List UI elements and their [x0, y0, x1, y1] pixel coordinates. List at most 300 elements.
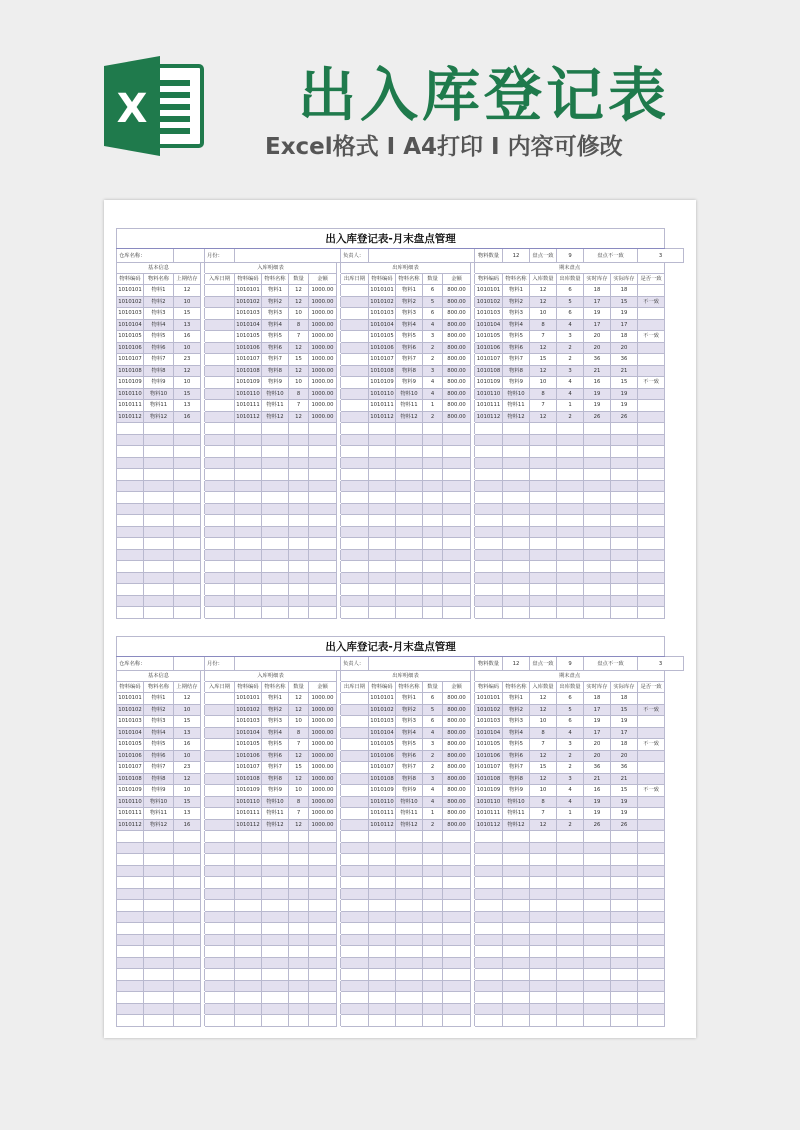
data-cell[interactable]	[341, 785, 369, 797]
data-cell[interactable]: 8	[289, 319, 309, 331]
data-cell[interactable]	[205, 526, 235, 538]
data-cell[interactable]	[309, 423, 337, 435]
data-cell[interactable]	[341, 469, 369, 481]
data-cell[interactable]	[475, 877, 503, 889]
data-cell[interactable]	[205, 1015, 235, 1027]
data-cell[interactable]	[117, 957, 144, 969]
data-cell[interactable]	[503, 423, 530, 435]
data-cell[interactable]	[205, 285, 235, 297]
data-cell[interactable]	[205, 946, 235, 958]
data-cell[interactable]: 1010102	[117, 704, 144, 716]
data-cell[interactable]	[557, 549, 584, 561]
data-cell[interactable]	[584, 900, 611, 912]
data-cell[interactable]: 3	[557, 365, 584, 377]
data-cell[interactable]: 物料1	[144, 693, 174, 705]
data-cell[interactable]: 物料7	[262, 354, 289, 366]
data-cell[interactable]	[262, 457, 289, 469]
data-cell[interactable]	[584, 842, 611, 854]
data-cell[interactable]: 物料2	[144, 296, 174, 308]
data-cell[interactable]	[369, 934, 396, 946]
data-cell[interactable]: 12	[530, 819, 557, 831]
data-cell[interactable]	[289, 503, 309, 515]
data-cell[interactable]	[341, 739, 369, 751]
data-cell[interactable]	[557, 1015, 584, 1027]
data-cell[interactable]	[144, 946, 174, 958]
data-cell[interactable]	[530, 584, 557, 596]
data-cell[interactable]: 26	[611, 411, 638, 423]
data-cell[interactable]	[341, 831, 369, 843]
data-cell[interactable]	[443, 911, 471, 923]
data-cell[interactable]	[423, 923, 443, 935]
data-cell[interactable]	[262, 469, 289, 481]
data-cell[interactable]: 物料2	[396, 296, 423, 308]
data-cell[interactable]	[443, 900, 471, 912]
data-cell[interactable]	[443, 980, 471, 992]
data-cell[interactable]	[611, 842, 638, 854]
data-cell[interactable]	[144, 549, 174, 561]
data-cell[interactable]	[423, 572, 443, 584]
data-cell[interactable]	[611, 923, 638, 935]
data-cell[interactable]: 12	[530, 285, 557, 297]
data-cell[interactable]: 1010110	[475, 388, 503, 400]
data-cell[interactable]	[584, 607, 611, 619]
data-cell[interactable]: 800.00	[443, 785, 471, 797]
data-cell[interactable]	[262, 923, 289, 935]
data-cell[interactable]	[475, 607, 503, 619]
data-cell[interactable]: 1010103	[475, 716, 503, 728]
data-cell[interactable]: 800.00	[443, 411, 471, 423]
data-cell[interactable]: 3	[423, 739, 443, 751]
data-cell[interactable]	[530, 457, 557, 469]
data-cell[interactable]	[144, 1003, 174, 1015]
data-cell[interactable]	[475, 888, 503, 900]
data-cell[interactable]: 1010108	[235, 773, 262, 785]
data-cell[interactable]	[638, 946, 665, 958]
data-cell[interactable]: 1010107	[369, 354, 396, 366]
data-cell[interactable]	[309, 434, 337, 446]
data-cell[interactable]	[638, 365, 665, 377]
data-cell[interactable]: 20	[611, 750, 638, 762]
data-cell[interactable]: 1010108	[117, 773, 144, 785]
data-cell[interactable]: 4	[557, 377, 584, 389]
data-cell[interactable]: 物料11	[503, 808, 530, 820]
data-cell[interactable]	[584, 969, 611, 981]
data-cell[interactable]: 1000.00	[309, 319, 337, 331]
data-cell[interactable]: 物料10	[503, 796, 530, 808]
data-cell[interactable]: 5	[557, 296, 584, 308]
data-cell[interactable]	[341, 1003, 369, 1015]
data-cell[interactable]	[144, 1015, 174, 1027]
data-cell[interactable]	[205, 911, 235, 923]
data-cell[interactable]	[144, 923, 174, 935]
data-cell[interactable]: 1010108	[369, 773, 396, 785]
data-cell[interactable]: 物料6	[396, 342, 423, 354]
data-cell[interactable]	[475, 503, 503, 515]
data-cell[interactable]	[144, 457, 174, 469]
data-cell[interactable]	[144, 446, 174, 458]
data-cell[interactable]: 4	[557, 785, 584, 797]
data-cell[interactable]	[423, 538, 443, 550]
data-cell[interactable]: 800.00	[443, 808, 471, 820]
data-cell[interactable]: 13	[174, 808, 201, 820]
data-cell[interactable]	[341, 911, 369, 923]
data-cell[interactable]: 物料12	[503, 411, 530, 423]
data-cell[interactable]	[584, 423, 611, 435]
data-cell[interactable]	[396, 854, 423, 866]
data-cell[interactable]	[396, 572, 423, 584]
data-cell[interactable]	[309, 877, 337, 889]
data-cell[interactable]	[530, 572, 557, 584]
data-cell[interactable]	[503, 526, 530, 538]
data-cell[interactable]	[584, 854, 611, 866]
data-cell[interactable]	[174, 1015, 201, 1027]
data-cell[interactable]	[475, 492, 503, 504]
data-cell[interactable]	[475, 980, 503, 992]
data-cell[interactable]	[584, 515, 611, 527]
data-cell[interactable]	[235, 946, 262, 958]
data-cell[interactable]	[174, 946, 201, 958]
data-cell[interactable]: 7	[530, 400, 557, 412]
data-cell[interactable]: 17	[584, 704, 611, 716]
data-cell[interactable]: 1010104	[475, 727, 503, 739]
data-cell[interactable]: 物料4	[396, 727, 423, 739]
data-cell[interactable]	[369, 561, 396, 573]
data-cell[interactable]	[638, 888, 665, 900]
data-cell[interactable]: 26	[584, 411, 611, 423]
data-cell[interactable]: 8	[289, 796, 309, 808]
data-cell[interactable]	[396, 1015, 423, 1027]
data-cell[interactable]: 1010112	[475, 819, 503, 831]
data-cell[interactable]: 物料12	[396, 819, 423, 831]
data-cell[interactable]	[530, 888, 557, 900]
data-cell[interactable]	[235, 457, 262, 469]
data-cell[interactable]: 16	[584, 377, 611, 389]
data-cell[interactable]: 15	[174, 796, 201, 808]
data-cell[interactable]	[638, 515, 665, 527]
data-cell[interactable]: 物料2	[396, 704, 423, 716]
data-cell[interactable]	[205, 969, 235, 981]
data-cell[interactable]: 10	[174, 377, 201, 389]
data-cell[interactable]	[341, 957, 369, 969]
data-cell[interactable]: 物料7	[262, 762, 289, 774]
data-cell[interactable]	[557, 865, 584, 877]
data-cell[interactable]: 2	[423, 342, 443, 354]
data-cell[interactable]: 1010112	[369, 819, 396, 831]
data-cell[interactable]	[369, 549, 396, 561]
data-cell[interactable]	[369, 492, 396, 504]
data-cell[interactable]: 1010109	[117, 785, 144, 797]
data-cell[interactable]: 1010102	[369, 296, 396, 308]
data-cell[interactable]	[117, 854, 144, 866]
data-cell[interactable]	[475, 457, 503, 469]
data-cell[interactable]	[289, 423, 309, 435]
data-cell[interactable]	[235, 831, 262, 843]
data-cell[interactable]	[443, 515, 471, 527]
data-cell[interactable]: 7	[289, 808, 309, 820]
data-cell[interactable]	[144, 584, 174, 596]
data-cell[interactable]	[174, 923, 201, 935]
data-cell[interactable]	[341, 400, 369, 412]
data-cell[interactable]	[369, 969, 396, 981]
data-cell[interactable]	[205, 319, 235, 331]
data-cell[interactable]	[174, 492, 201, 504]
data-cell[interactable]	[205, 704, 235, 716]
data-cell[interactable]: 7	[289, 739, 309, 751]
data-cell[interactable]	[174, 561, 201, 573]
data-cell[interactable]: 12	[289, 296, 309, 308]
data-cell[interactable]	[584, 480, 611, 492]
data-cell[interactable]: 6	[557, 308, 584, 320]
data-cell[interactable]	[341, 716, 369, 728]
data-cell[interactable]	[262, 572, 289, 584]
data-cell[interactable]	[262, 434, 289, 446]
data-cell[interactable]	[289, 607, 309, 619]
data-cell[interactable]	[557, 434, 584, 446]
data-cell[interactable]: 1	[557, 400, 584, 412]
data-cell[interactable]	[205, 785, 235, 797]
data-cell[interactable]: 1010103	[475, 308, 503, 320]
data-cell[interactable]	[503, 446, 530, 458]
data-cell[interactable]	[396, 595, 423, 607]
data-cell[interactable]	[174, 526, 201, 538]
data-cell[interactable]	[144, 607, 174, 619]
data-cell[interactable]	[638, 400, 665, 412]
data-cell[interactable]: 10	[530, 308, 557, 320]
data-cell[interactable]: 12	[530, 296, 557, 308]
data-cell[interactable]	[475, 946, 503, 958]
data-cell[interactable]: 1010106	[235, 342, 262, 354]
data-cell[interactable]	[443, 538, 471, 550]
data-cell[interactable]: 不一致	[638, 704, 665, 716]
data-cell[interactable]: 物料8	[396, 365, 423, 377]
data-cell[interactable]: 4	[423, 785, 443, 797]
data-cell[interactable]	[557, 980, 584, 992]
data-cell[interactable]: 1010108	[117, 365, 144, 377]
data-cell[interactable]	[174, 423, 201, 435]
data-cell[interactable]	[584, 526, 611, 538]
data-cell[interactable]: 6	[557, 716, 584, 728]
data-cell[interactable]: 800.00	[443, 727, 471, 739]
data-cell[interactable]	[557, 877, 584, 889]
data-cell[interactable]	[503, 934, 530, 946]
data-cell[interactable]: 物料6	[503, 342, 530, 354]
data-cell[interactable]: 4	[423, 377, 443, 389]
data-cell[interactable]: 1000.00	[309, 704, 337, 716]
data-cell[interactable]	[369, 992, 396, 1004]
data-cell[interactable]	[174, 584, 201, 596]
data-cell[interactable]	[443, 595, 471, 607]
data-cell[interactable]: 10	[174, 296, 201, 308]
data-cell[interactable]	[309, 503, 337, 515]
data-cell[interactable]	[443, 561, 471, 573]
data-cell[interactable]	[396, 446, 423, 458]
data-cell[interactable]: 1010104	[475, 319, 503, 331]
data-cell[interactable]	[443, 434, 471, 446]
data-cell[interactable]	[117, 607, 144, 619]
data-cell[interactable]: 不一致	[638, 739, 665, 751]
data-cell[interactable]	[309, 1003, 337, 1015]
data-cell[interactable]	[369, 457, 396, 469]
data-cell[interactable]: 1010112	[475, 411, 503, 423]
data-cell[interactable]	[341, 377, 369, 389]
data-cell[interactable]	[289, 515, 309, 527]
data-cell[interactable]: 物料1	[262, 693, 289, 705]
data-cell[interactable]	[117, 538, 144, 550]
data-cell[interactable]: 1010108	[475, 365, 503, 377]
data-cell[interactable]: 1010101	[235, 693, 262, 705]
data-cell[interactable]	[289, 434, 309, 446]
data-cell[interactable]: 7	[289, 331, 309, 343]
data-cell[interactable]	[235, 900, 262, 912]
data-cell[interactable]	[369, 946, 396, 958]
data-cell[interactable]	[289, 923, 309, 935]
data-cell[interactable]	[611, 549, 638, 561]
data-cell[interactable]	[423, 946, 443, 958]
data-cell[interactable]: 18	[611, 285, 638, 297]
data-cell[interactable]	[557, 584, 584, 596]
data-cell[interactable]	[144, 877, 174, 889]
data-cell[interactable]	[117, 503, 144, 515]
data-cell[interactable]	[503, 946, 530, 958]
data-cell[interactable]	[174, 934, 201, 946]
data-cell[interactable]	[341, 515, 369, 527]
data-cell[interactable]: 1010105	[369, 331, 396, 343]
data-cell[interactable]	[117, 911, 144, 923]
data-cell[interactable]: 物料8	[144, 365, 174, 377]
data-cell[interactable]	[638, 503, 665, 515]
data-cell[interactable]	[309, 923, 337, 935]
data-cell[interactable]	[423, 607, 443, 619]
data-cell[interactable]	[530, 877, 557, 889]
data-cell[interactable]: 17	[611, 727, 638, 739]
data-cell[interactable]	[117, 480, 144, 492]
data-cell[interactable]	[174, 607, 201, 619]
data-cell[interactable]: 1010104	[235, 319, 262, 331]
data-cell[interactable]	[341, 296, 369, 308]
data-cell[interactable]	[341, 992, 369, 1004]
data-cell[interactable]	[289, 561, 309, 573]
data-cell[interactable]	[262, 957, 289, 969]
data-cell[interactable]	[262, 549, 289, 561]
data-cell[interactable]	[443, 1003, 471, 1015]
data-cell[interactable]	[262, 877, 289, 889]
data-cell[interactable]	[530, 957, 557, 969]
data-cell[interactable]	[530, 492, 557, 504]
data-cell[interactable]	[205, 888, 235, 900]
data-cell[interactable]: 物料9	[262, 785, 289, 797]
data-cell[interactable]	[262, 888, 289, 900]
data-cell[interactable]	[584, 503, 611, 515]
data-cell[interactable]	[235, 595, 262, 607]
data-cell[interactable]	[289, 584, 309, 596]
data-cell[interactable]: 19	[584, 400, 611, 412]
data-cell[interactable]: 1010109	[117, 377, 144, 389]
manager-value[interactable]	[369, 249, 475, 263]
data-cell[interactable]	[262, 446, 289, 458]
data-cell[interactable]	[443, 877, 471, 889]
data-cell[interactable]	[557, 842, 584, 854]
data-cell[interactable]: 16	[174, 411, 201, 423]
data-cell[interactable]	[423, 549, 443, 561]
data-cell[interactable]	[423, 934, 443, 946]
data-cell[interactable]	[262, 842, 289, 854]
data-cell[interactable]	[503, 831, 530, 843]
data-cell[interactable]	[638, 762, 665, 774]
data-cell[interactable]: 1010111	[117, 400, 144, 412]
data-cell[interactable]	[309, 888, 337, 900]
data-cell[interactable]	[341, 423, 369, 435]
data-cell[interactable]	[443, 549, 471, 561]
data-cell[interactable]	[369, 538, 396, 550]
data-cell[interactable]	[503, 1003, 530, 1015]
data-cell[interactable]: 物料2	[144, 704, 174, 716]
data-cell[interactable]	[235, 842, 262, 854]
data-cell[interactable]: 36	[584, 354, 611, 366]
data-cell[interactable]	[638, 480, 665, 492]
data-cell[interactable]: 1010105	[117, 331, 144, 343]
data-cell[interactable]	[611, 423, 638, 435]
data-cell[interactable]: 800.00	[443, 693, 471, 705]
data-cell[interactable]	[396, 865, 423, 877]
data-cell[interactable]	[289, 446, 309, 458]
data-cell[interactable]: 18	[611, 739, 638, 751]
data-cell[interactable]	[235, 957, 262, 969]
data-cell[interactable]	[309, 446, 337, 458]
data-cell[interactable]	[174, 957, 201, 969]
data-cell[interactable]	[205, 607, 235, 619]
data-cell[interactable]	[369, 980, 396, 992]
data-cell[interactable]	[530, 865, 557, 877]
data-cell[interactable]	[235, 1003, 262, 1015]
data-cell[interactable]: 物料7	[396, 762, 423, 774]
data-cell[interactable]	[205, 831, 235, 843]
data-cell[interactable]: 1010102	[475, 704, 503, 716]
data-cell[interactable]	[144, 888, 174, 900]
data-cell[interactable]: 1010106	[235, 750, 262, 762]
data-cell[interactable]	[530, 434, 557, 446]
data-cell[interactable]: 15	[174, 716, 201, 728]
data-cell[interactable]	[584, 584, 611, 596]
data-cell[interactable]	[530, 900, 557, 912]
data-cell[interactable]: 1010111	[235, 400, 262, 412]
data-cell[interactable]	[144, 423, 174, 435]
data-cell[interactable]	[584, 980, 611, 992]
data-cell[interactable]	[205, 957, 235, 969]
warehouse-value[interactable]	[174, 249, 205, 263]
data-cell[interactable]: 4	[423, 319, 443, 331]
data-cell[interactable]	[530, 561, 557, 573]
data-cell[interactable]	[638, 808, 665, 820]
data-cell[interactable]: 26	[611, 819, 638, 831]
data-cell[interactable]	[638, 526, 665, 538]
data-cell[interactable]	[611, 957, 638, 969]
data-cell[interactable]	[309, 946, 337, 958]
data-cell[interactable]: 物料9	[396, 377, 423, 389]
data-cell[interactable]: 物料6	[503, 750, 530, 762]
data-cell[interactable]	[117, 492, 144, 504]
data-cell[interactable]: 6	[557, 285, 584, 297]
data-cell[interactable]: 物料3	[396, 716, 423, 728]
data-cell[interactable]	[341, 526, 369, 538]
data-cell[interactable]	[205, 457, 235, 469]
data-cell[interactable]: 物料11	[262, 808, 289, 820]
data-cell[interactable]	[369, 1003, 396, 1015]
data-cell[interactable]	[235, 503, 262, 515]
data-cell[interactable]	[503, 854, 530, 866]
data-cell[interactable]	[557, 911, 584, 923]
data-cell[interactable]	[584, 492, 611, 504]
data-cell[interactable]: 2	[423, 762, 443, 774]
